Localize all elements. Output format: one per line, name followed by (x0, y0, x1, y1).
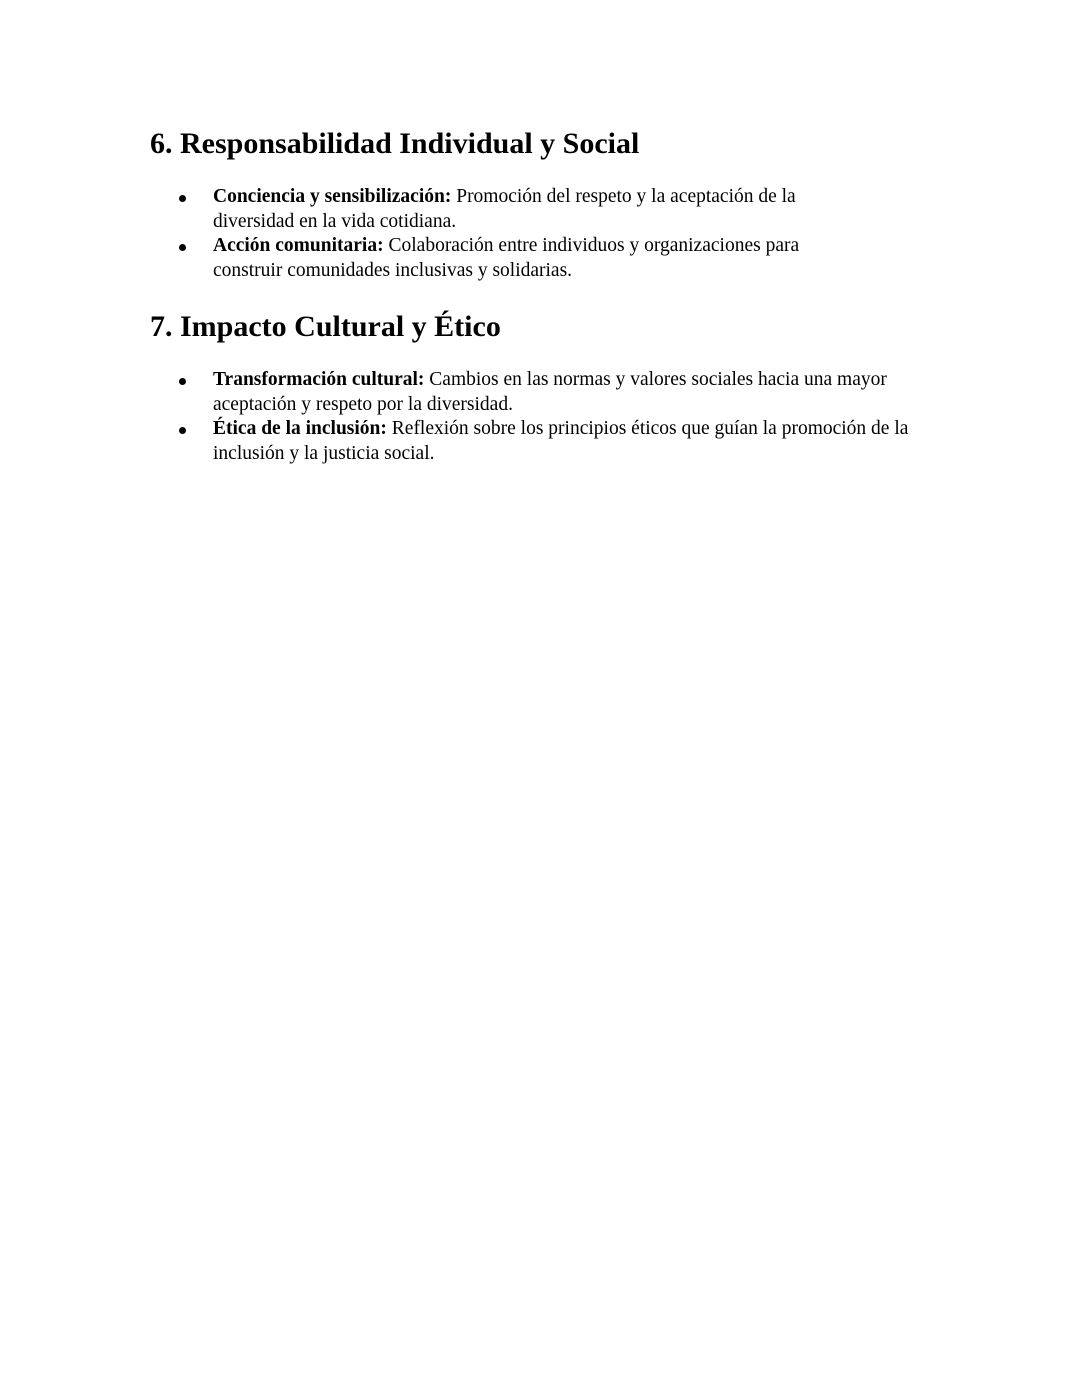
bullet-list (150, 368, 950, 466)
item-text: Colaboración entre individuos y organizaciones para construir comunidades inclusivas y solidarias. (213, 235, 800, 281)
section-impacto (150, 306, 950, 466)
bullet-icon (179, 244, 186, 251)
list-item (150, 234, 873, 283)
bullet-icon (179, 427, 186, 434)
bullet-icon (179, 378, 186, 385)
item-term: Transformación cultural: (213, 369, 425, 390)
section-responsabilidad (150, 123, 950, 283)
section-heading: 6. Responsabilidad Individual y Social (150, 127, 640, 160)
list-item (150, 368, 903, 417)
item-term: Acción comunitaria: (213, 235, 384, 256)
item-term: Ética de la inclusión: (213, 418, 387, 439)
bullet-list (150, 185, 950, 283)
list-item (150, 185, 863, 234)
list-item (150, 417, 953, 466)
section-heading: 7. Impacto Cultural y Ético (150, 310, 501, 343)
item-term: Conciencia y sensibilización: (213, 186, 452, 207)
bullet-icon (179, 195, 186, 202)
item-text: Cambios en las normas y valores sociales hacia una mayor aceptación y respeto por la diversidad. (213, 369, 887, 415)
item-text: Promoción del respeto y la aceptación de la diversidad en la vida cotidiana. (213, 186, 796, 232)
item-text: Reflexión sobre los principios éticos que guían la promoción de la inclusión y la justicia social. (213, 418, 909, 464)
